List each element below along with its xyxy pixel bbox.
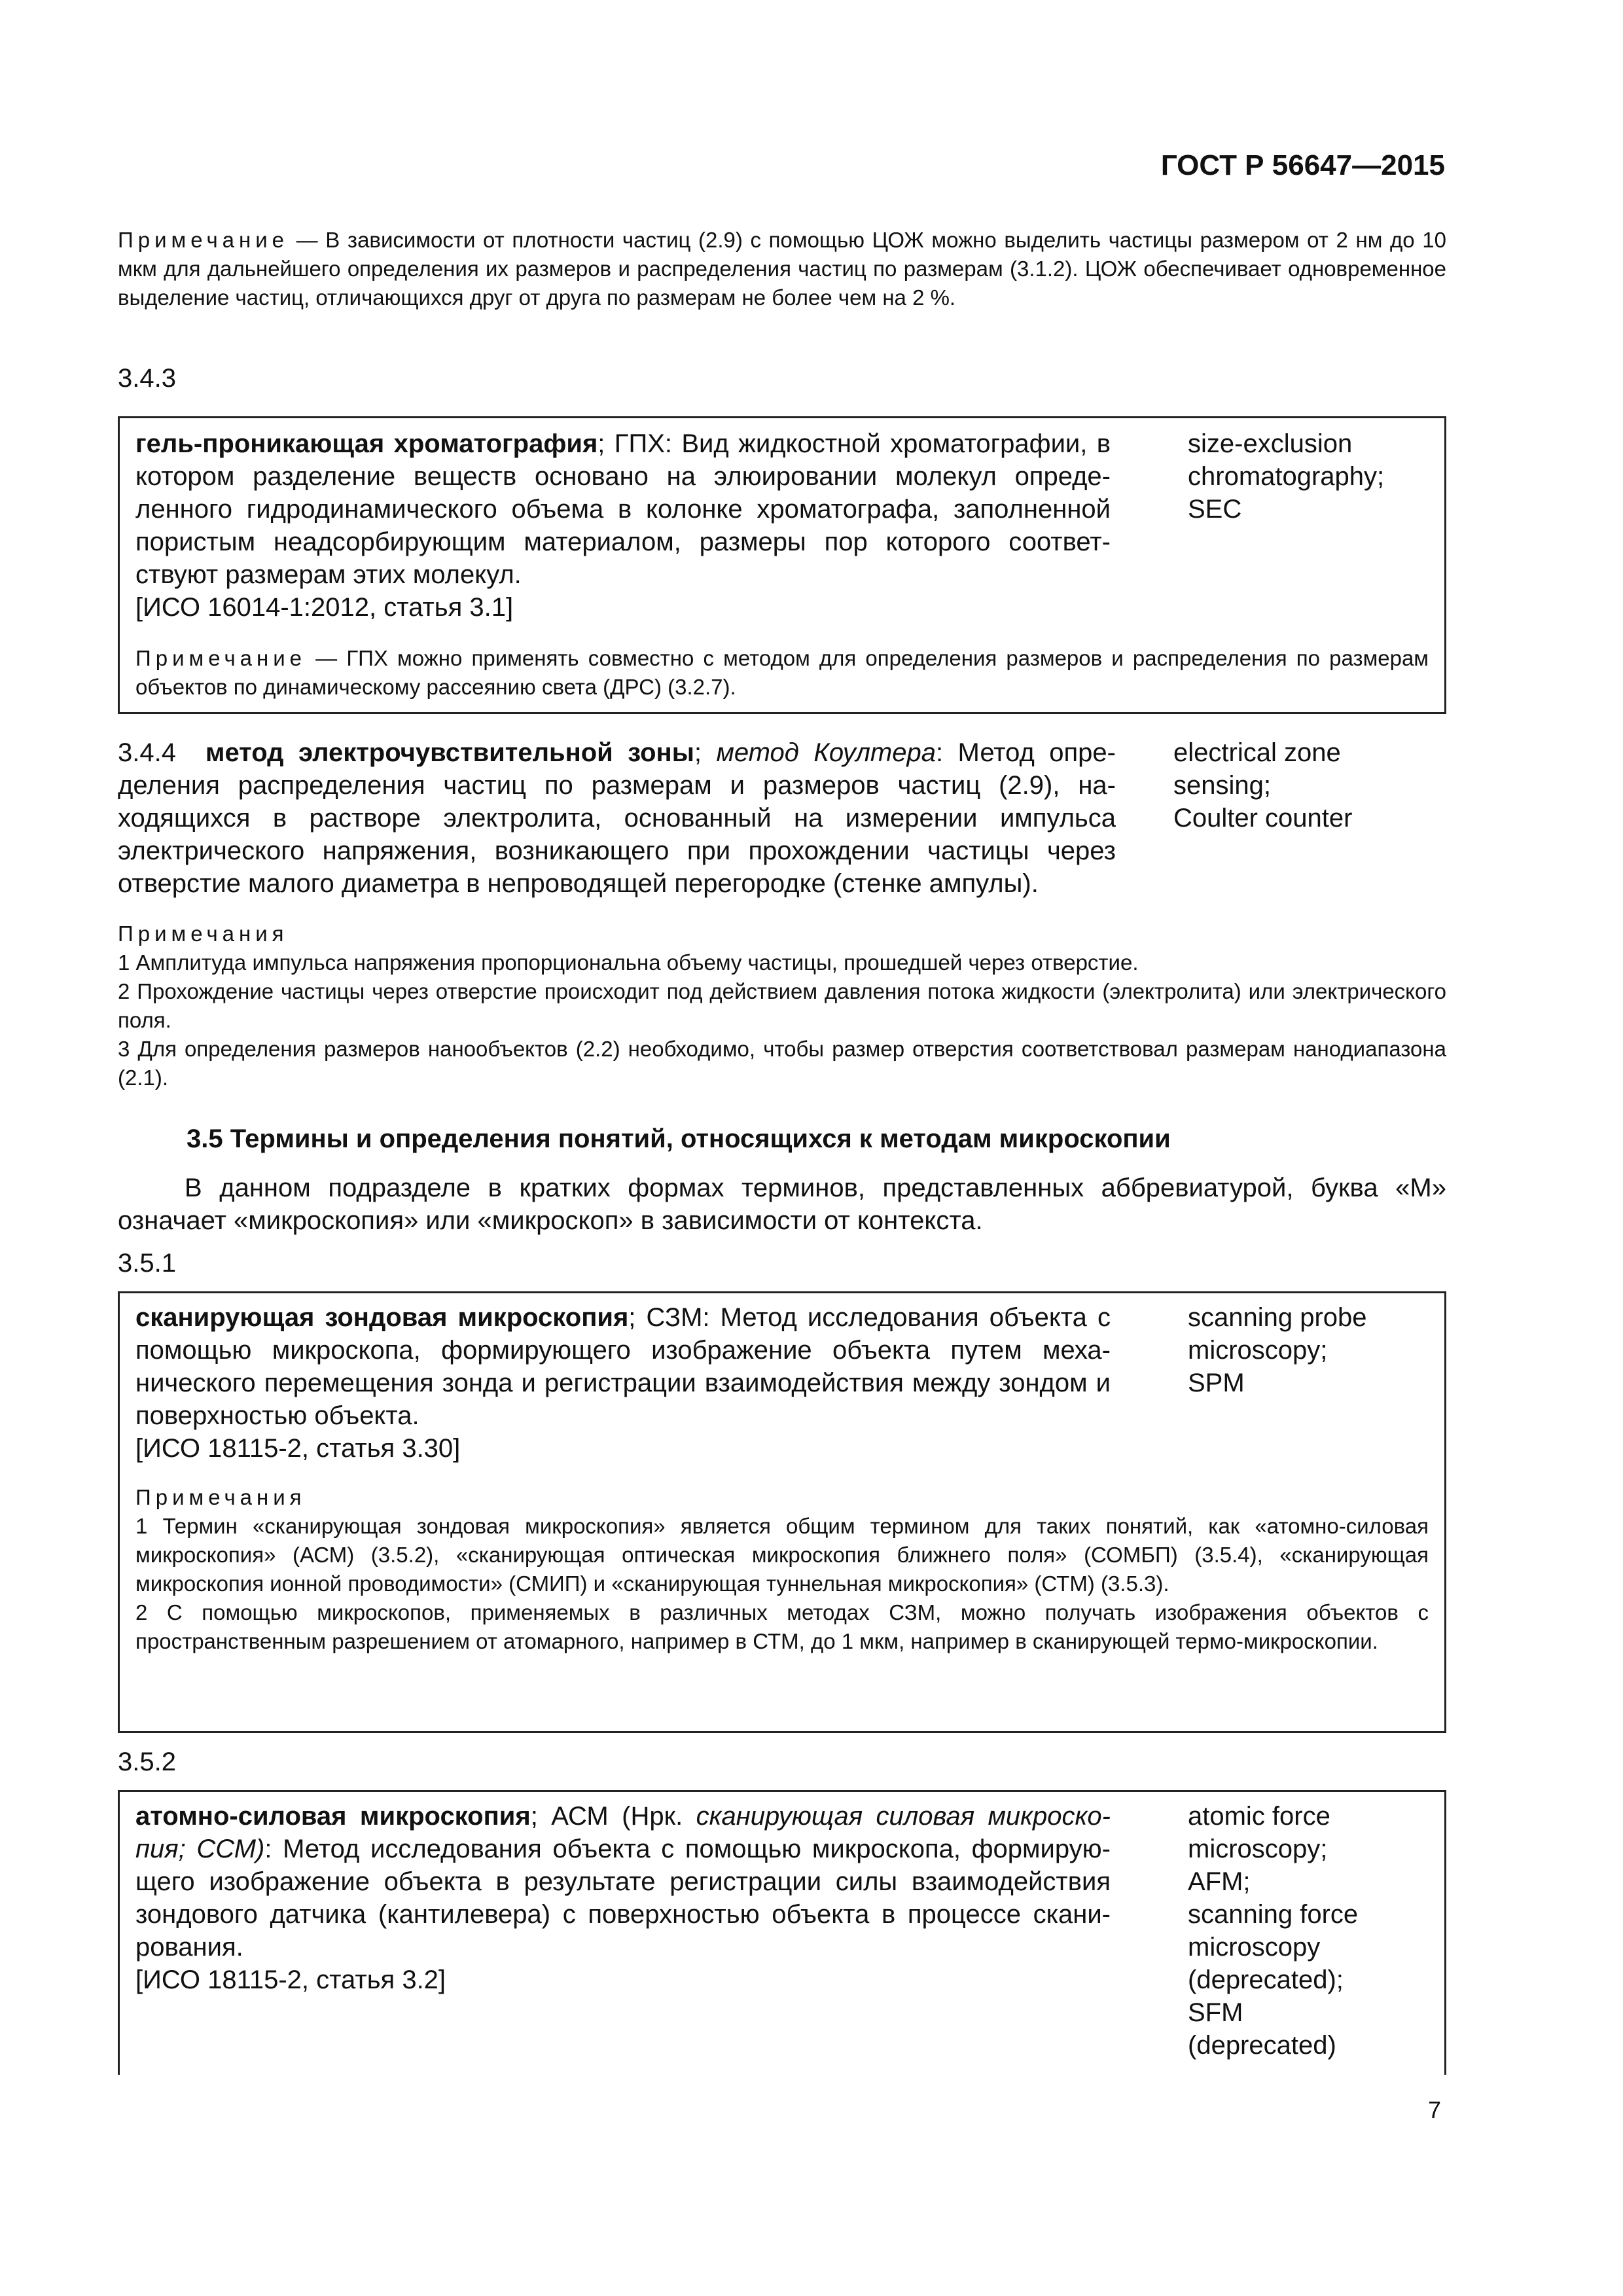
english-term-line: microscopy; (1188, 1336, 1328, 1365)
term-entry-344 (118, 736, 1446, 906)
section-number-351: 3.5.1 (118, 1249, 176, 1278)
note-item: 2 Прохождение частицы через отверстие происходит под действием давления потока жидкости (электролита) или электрического поля. (118, 979, 1446, 1032)
english-term-line: microscopy (1188, 1933, 1321, 1962)
term-note-343 (135, 644, 1429, 702)
english-term-line: (deprecated); (1188, 1965, 1344, 1994)
english-term-line: SPM (1188, 1369, 1245, 1397)
term-definition-343 (135, 427, 1111, 624)
term-synonym: метод Коултера (716, 738, 936, 767)
term-text: ; СЗМ: Метод исследования объекта с помощью микроскопа, формирующего изображение объекта путем механического перемещения зонда и регистрации взаимодействия между зондом и поверхностью объекта. (135, 1303, 1111, 1430)
english-term-line: sensing; (1173, 771, 1271, 800)
term-definition-344 (118, 736, 1116, 900)
term-definition-351 (135, 1301, 1111, 1465)
term-name: атомно-силовая микроскопия (135, 1802, 531, 1831)
english-term-line: SFM (1188, 1998, 1243, 2027)
section-heading-35: 3.5 Термины и определения понятий, относящихся к методам микроскопии (187, 1124, 1171, 1153)
section-number: 3.4.4 (118, 738, 176, 767)
term-box-352 (118, 1790, 1446, 2075)
section-intro-35: В данном подразделе в кратких формах терминов, представленных аббревиатурой, буква «М» означает «микроскопия» или «микроскоп» в зависимости от контекста. (118, 1174, 1446, 1235)
note-item: 2 С помощью микроскопов, применяемых в различных методах СЗМ, можно получать изображения объектов с пространственным разрешением от атомарного, например в СТМ, до 1 мкм, например в сканирующей термо-микроскопии. (135, 1600, 1429, 1653)
english-term-line: Coulter counter (1173, 804, 1353, 833)
english-term-line: scanning force (1188, 1900, 1359, 1929)
section-number-352: 3.5.2 (118, 1748, 176, 1776)
notes-label: Примечания (118, 922, 289, 946)
english-term-line: microscopy; (1188, 1835, 1328, 1863)
term-definition-352 (135, 1800, 1111, 1996)
english-term-line: scanning probe (1188, 1303, 1367, 1332)
term-deprecated: сканирующая силовая микроскопия; ССМ) (135, 1802, 1111, 1863)
notes-label: Примечания (135, 1485, 306, 1509)
term-source: [ИСО 18115-2, статья 3.2] (135, 1965, 446, 1994)
term-text-part: ; АСМ (Нрк. (530, 1802, 696, 1831)
note-text: — В зависимости от плотности частиц (2.9) с помощью ЦОЖ можно выделить частицы размером от 2 нм до 10 мкм для дальнейшего определения их размеров и распределения частиц по размерам (3.1.2). ЦОЖ обеспечивает одновременное выделение частиц, отличающихся друг от друга по размерам не более чем на 2 %. (118, 228, 1446, 310)
page-number: 7 (1427, 2096, 1441, 2123)
note-item: 3 Для определения размеров нанообъектов (2.2) необходимо, чтобы размер отверстия соответствовал размерам нанодиапазона (2.1). (118, 1037, 1446, 1090)
term-english-351 (1188, 1301, 1436, 1399)
note-label: Примечание (118, 228, 289, 252)
english-term-line: (deprecated) (1188, 2031, 1336, 2060)
term-notes-351 (135, 1483, 1429, 1656)
note-label: Примечание (135, 646, 307, 670)
term-source: [ИСО 18115-2, статья 3.30] (135, 1434, 461, 1463)
term-text: ; ГПХ: Вид жидкостной хроматографии, в котором разделение веществ основано на элюировании молекул определенного гидродинамического объема в колонке хроматографа, заполненной пористым неадсорбирующим материалом, размеры пор которого соответствуют размерам этих молекул. (135, 429, 1111, 589)
note-item: 1 Термин «сканирующая зондовая микроскопия» является общим термином для таких понятий, как «атомно-силовая микроскопия» (АСМ) (3.5.2), «сканирующая оптическая микроскопия ближнего поля» (СОМБП) (3.5.4), «сканирующая микроскопия ионной проводимости» (СМИП) и «сканирующая туннельная микроскопия» (СТМ) (3.5.3). (135, 1514, 1429, 1596)
term-source: [ИСО 16014-1:2012, статья 3.1] (135, 593, 514, 622)
term-box-351 (118, 1291, 1446, 1733)
english-term-line: electrical zone (1173, 738, 1341, 767)
section-number-343: 3.4.3 (118, 364, 176, 393)
term-box-343 (118, 416, 1446, 714)
term-separator: ; (694, 738, 702, 767)
term-name: гель-проникающая хроматография (135, 429, 598, 458)
term-name: метод электрочувствительной зоны (205, 738, 694, 767)
english-term-line: chromatography; (1188, 462, 1385, 491)
english-term-line: atomic force (1188, 1802, 1330, 1831)
note-item: 1 Амплитуда импульса напряжения пропорциональна объему частицы, прошедшей через отверстие. (118, 950, 1139, 975)
english-term-line: AFM; (1188, 1867, 1251, 1896)
term-name: сканирующая зондовая микроскопия (135, 1303, 629, 1332)
english-term-line: SEC (1188, 495, 1242, 524)
term-english-352 (1188, 1800, 1436, 2062)
english-term-line: size-exclusion (1188, 429, 1353, 458)
term-text: : Метод исследования объекта с помощью микроскопа, формирующего изображение объекта в результате регистрации силы взаимодействия зондового датчика (кантилевера) с поверхностью объекта в процессе сканирования. (135, 1835, 1111, 1962)
note-text: — ГПХ можно применять совместно с методом для определения размеров и распределения по размерам объектов по динамическому рассеянию света (ДРС) (3.2.7). (135, 646, 1429, 699)
document-id: ГОСТ Р 56647—2015 (1160, 149, 1445, 181)
term-text: : Метод определения распределения частиц по размерам и размеров частиц (2.9), находящихся в растворе электролита, основанный на измерении импульса электрического напряжения, возникающего при прохождении частицы через отверстие малого диаметра в непроводящей перегородке (стенке ампулы). (118, 738, 1116, 898)
term-english-343 (1188, 427, 1436, 526)
note-particles (118, 226, 1446, 312)
term-english-344 (1173, 736, 1435, 834)
notes-344 (118, 920, 1446, 1092)
